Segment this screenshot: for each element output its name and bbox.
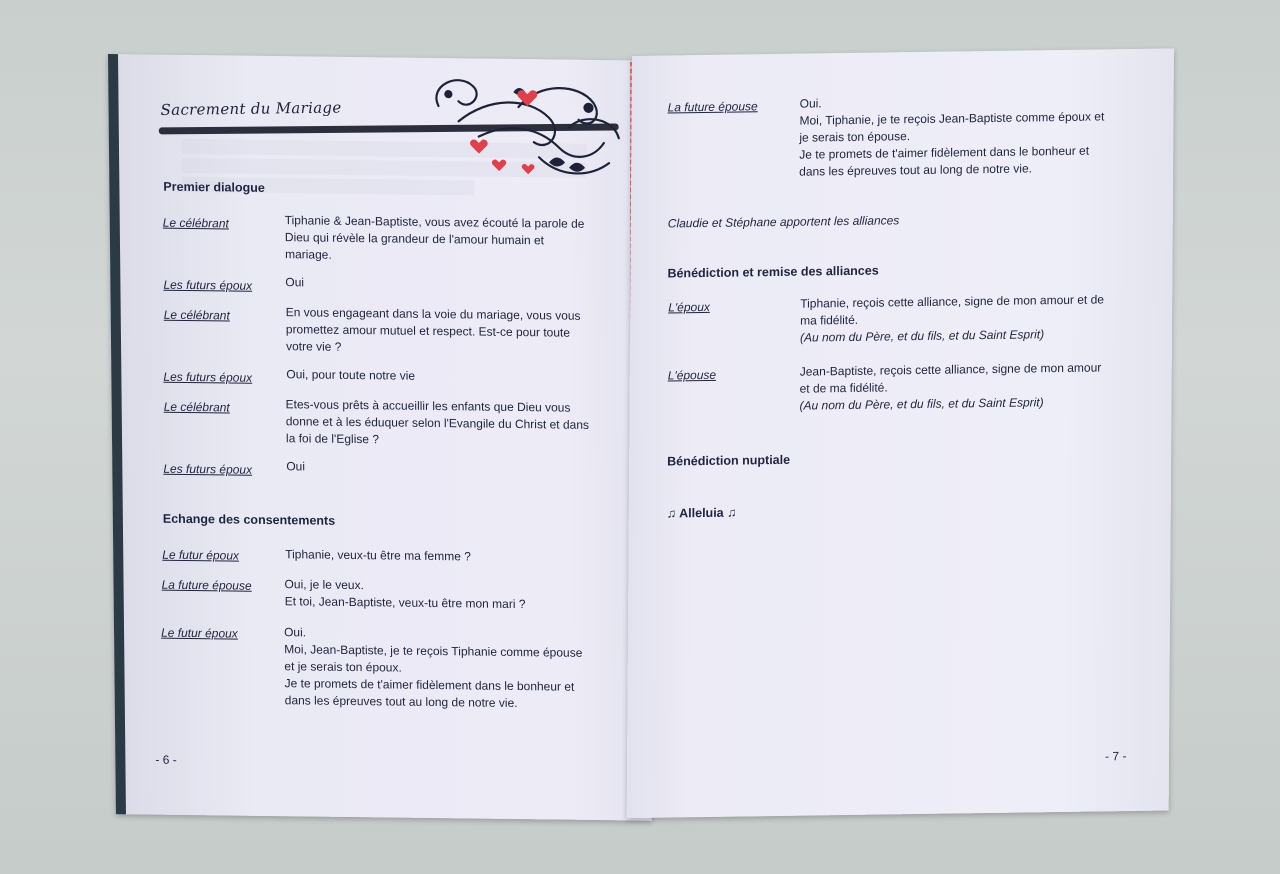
trinitarian-formula: (Au nom du Père, et du fils, et du Saint Esprit) [799, 327, 1045, 345]
dialogue-line: Je te promets de t'aimer fidèlement dans le bonheur et [799, 143, 1090, 162]
role-label: Le futur époux [160, 625, 238, 641]
heart-icon [491, 159, 507, 172]
trinitarian-formula: (Au nom du Père, et du fils, et du Saint Esprit) [799, 395, 1044, 413]
dialogue-line: Etes-vous prêts à accueillir les enfants que Dieu vous [285, 397, 571, 415]
dialogue-line: ma fidélité. [800, 312, 859, 328]
section-heading-benediction-nuptiale: Bénédiction nuptiale [667, 452, 791, 469]
dialogue-line: Oui, je le veux. [284, 577, 364, 593]
dialogue-line: Tiphanie & Jean-Baptiste, vous avez écouté la parole de [284, 213, 585, 231]
dialogue-line: promettez amour mutuel et respect. Est-ce pour toute [285, 322, 571, 340]
dialogue-line: je serais ton épouse. [799, 129, 911, 145]
dialogue-line: Moi, Jean-Baptiste, je te reçois Tiphanie comme épouse [284, 642, 583, 660]
dialogue-line: Tiphanie, veux-tu être ma femme ? [285, 547, 471, 564]
dialogue-line: dans les épreuves tout au long de notre vie. [284, 693, 518, 711]
role-label: L'époux [668, 299, 710, 315]
dialogue-line: Oui, pour toute notre vie [286, 367, 416, 383]
role-label: La future épouse [667, 99, 758, 115]
section-heading-consentements: Echange des consentements [162, 511, 336, 528]
page-number: - 7 - [1105, 749, 1127, 764]
dialogue-line: Dieu qui révèle la grandeur de l'amour humain et [284, 230, 545, 248]
dialogue-line: Jean-Baptiste, reçois cette alliance, signe de mon amour [799, 360, 1102, 379]
dialogue-line: donne et à les éduquer selon l'Evangile du Christ et dans [285, 414, 590, 432]
dialogue-line: la foi de l'Eglise ? [285, 431, 380, 447]
dialogue-line: mariage. [284, 247, 332, 262]
right-page [627, 48, 1174, 818]
rings-note: Claudie et Stéphane apportent les alliances [667, 213, 900, 231]
role-label: Les futurs époux [163, 277, 253, 293]
dialogue-line: et je serais ton époux. [284, 659, 402, 675]
dialogue-line: Oui [286, 459, 306, 474]
role-label: Le célébrant [163, 399, 230, 415]
role-label: Le célébrant [163, 307, 230, 323]
role-label: L'épouse [667, 367, 717, 383]
dialogue-line: Moi, Tiphanie, je te reçois Jean-Baptiste comme époux et [799, 109, 1105, 128]
role-label: La future épouse [161, 577, 252, 593]
dialogue-line: dans les épreuves tout au long de notre vie. [799, 161, 1033, 179]
role-label: Les futurs époux [163, 369, 253, 385]
dialogue-line: Je te promets de t'aimer fidèlement dans le bonheur et [284, 676, 575, 694]
section-heading-premier-dialogue: Premier dialogue [163, 179, 265, 195]
heart-icon [516, 89, 538, 107]
dialogue-line: Oui. [799, 96, 822, 111]
left-page [108, 54, 652, 821]
dialogue-line: et de ma fidélité. [799, 380, 888, 396]
dialogue-line: votre vie ? [285, 339, 342, 354]
role-label: Le futur époux [162, 547, 240, 563]
dialogue-line: Tiphanie, reçois cette alliance, signe de mon amour et de [800, 292, 1105, 311]
page-number: - 6 - [155, 752, 177, 767]
role-label: Le célébrant [162, 215, 229, 231]
heart-icon [521, 163, 535, 175]
page-title: Sacrement du Mariage [160, 98, 342, 120]
role-label: Les futurs époux [163, 461, 253, 477]
section-heading-alliances: Bénédiction et remise des alliances [667, 263, 879, 281]
dialogue-line: Et toi, Jean-Baptiste, veux-tu être mon mari ? [284, 594, 526, 612]
dialogue-line: Oui. [283, 625, 307, 640]
dialogue-line: Oui [285, 275, 305, 290]
heart-icon [469, 138, 489, 154]
alleluia-heading: ♫ Alleluia ♫ [666, 505, 737, 521]
dialogue-line: En vous engageant dans la voie du mariage, vous vous [285, 305, 581, 323]
